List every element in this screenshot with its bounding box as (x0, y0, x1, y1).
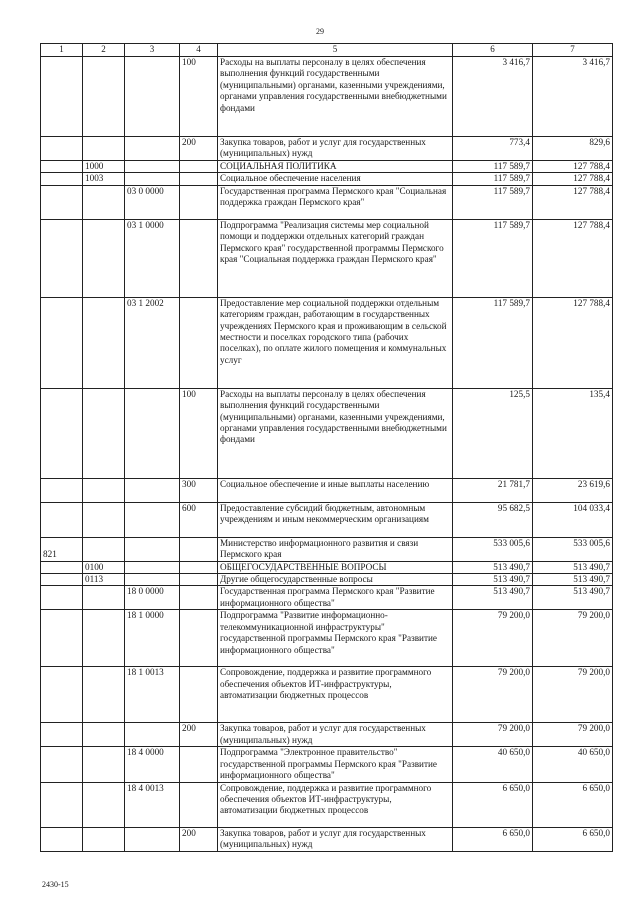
table-cell (125, 561, 180, 573)
table-cell: 100 (180, 388, 218, 478)
table-row (41, 185, 613, 219)
table-cell: 6 650,0 (533, 827, 613, 851)
table-row (41, 219, 613, 297)
table-cell (83, 502, 125, 537)
table-cell: 1000 (83, 161, 125, 173)
table-row (41, 502, 613, 537)
table-cell: 79 200,0 (533, 610, 613, 667)
table-cell: Социальное обеспечение и иные выплаты населению (218, 478, 453, 502)
table-cell: 513 490,7 (533, 561, 613, 573)
table-cell (125, 723, 180, 747)
table-cell: Расходы на выплаты персоналу в целях обеспечения выполнения функций государственными (муниципальными) органами, казенными учреждениями, органами управления государственными внебюджетными фондами (218, 57, 453, 137)
table-cell (180, 610, 218, 667)
table-cell: Государственная программа Пермского края "Социальная поддержка граждан Пермского края" (218, 185, 453, 219)
table-cell: 533 005,6 (453, 537, 533, 561)
table-cell (41, 723, 83, 747)
table-cell (180, 219, 218, 297)
header-cell: 4 (180, 44, 218, 57)
table-cell: 200 (180, 137, 218, 161)
table-cell (125, 502, 180, 537)
table-cell: 79 200,0 (453, 723, 533, 747)
table-cell: Государственная программа Пермского края "Развитие информационного общества" (218, 586, 453, 610)
table-cell: 513 490,7 (453, 561, 533, 573)
table-cell: 79 200,0 (453, 667, 533, 723)
table-cell: Подпрограмма "Реализация системы мер социальной помощи и поддержки отдельных категорий граждан Пермского края" государственной программы Пермского края "Социальная поддержка граждан Пермского края" (218, 219, 453, 297)
table-cell (180, 537, 218, 561)
table-cell: 6 650,0 (453, 827, 533, 851)
footer-code: 2430-15 (42, 880, 69, 889)
table-cell (125, 827, 180, 851)
table-cell: Подпрограмма "Развитие информационно-телекоммуникационной инфраструктуры" государственной программы Пермского края "Развитие информационного общества" (218, 610, 453, 667)
table-cell (41, 827, 83, 851)
table-cell: 21 781,7 (453, 478, 533, 502)
table-cell: 127 788,4 (533, 173, 613, 185)
header-cell: 1 (41, 44, 83, 57)
table-cell: 117 589,7 (453, 219, 533, 297)
table-cell: 3 416,7 (453, 57, 533, 137)
table-cell (41, 561, 83, 573)
table-cell (180, 747, 218, 782)
table-cell: 127 788,4 (533, 219, 613, 297)
header-cell: 2 (83, 44, 125, 57)
table-cell: 200 (180, 723, 218, 747)
table-cell: 03 1 0000 (125, 219, 180, 297)
table-cell: 821 (41, 537, 83, 561)
table-cell (41, 574, 83, 586)
table-cell (41, 297, 83, 388)
table-cell (180, 561, 218, 573)
table-cell: 18 4 0013 (125, 782, 180, 827)
table-cell (41, 502, 83, 537)
table-cell: 104 033,4 (533, 502, 613, 537)
table-cell (125, 57, 180, 137)
table-row (41, 574, 613, 586)
table-cell (125, 161, 180, 173)
table-cell (83, 219, 125, 297)
table-cell (83, 297, 125, 388)
table-cell (125, 537, 180, 561)
table-cell: Министерство информационного развития и связи Пермского края (218, 537, 453, 561)
table-cell: Подпрограмма "Электронное правительство" государственной программы Пермского края "Развитие информационного общества" (218, 747, 453, 782)
table-cell (41, 747, 83, 782)
table-cell: 40 650,0 (453, 747, 533, 782)
table-cell: 127 788,4 (533, 161, 613, 173)
table-cell (41, 478, 83, 502)
table-cell: 125,5 (453, 388, 533, 478)
table-cell: 117 589,7 (453, 185, 533, 219)
table-row (41, 586, 613, 610)
table-cell (125, 574, 180, 586)
table-row (41, 782, 613, 827)
table-cell: 0113 (83, 574, 125, 586)
table-cell: 513 490,7 (533, 574, 613, 586)
table-row (41, 667, 613, 723)
table-row (41, 137, 613, 161)
table-cell (41, 610, 83, 667)
table-cell (41, 137, 83, 161)
table-cell: 513 490,7 (453, 586, 533, 610)
table-cell (83, 610, 125, 667)
table-cell: 513 490,7 (533, 586, 613, 610)
table-row (41, 478, 613, 502)
table-cell (180, 185, 218, 219)
table-cell (41, 782, 83, 827)
table-row (41, 610, 613, 667)
table-cell: 3 416,7 (533, 57, 613, 137)
header-cell: 6 (453, 44, 533, 57)
table-row (41, 723, 613, 747)
table-cell: 127 788,4 (533, 297, 613, 388)
table-cell: СОЦИАЛЬНАЯ ПОЛИТИКА (218, 161, 453, 173)
table-cell: 135,4 (533, 388, 613, 478)
table-cell: 18 4 0000 (125, 747, 180, 782)
table-cell (180, 574, 218, 586)
table-cell: Сопровождение, поддержка и развитие программного обеспечения объектов ИТ-инфраструктуры, автоматизации бюджетных процессов (218, 667, 453, 723)
table-cell (83, 185, 125, 219)
table-row (41, 57, 613, 137)
table-cell: Закупка товаров, работ и услуг для государственных (муниципальных) нужд (218, 723, 453, 747)
table-cell: 95 682,5 (453, 502, 533, 537)
table-cell: 40 650,0 (533, 747, 613, 782)
table-cell: 300 (180, 478, 218, 502)
table-cell (125, 388, 180, 478)
table-cell: Социальное обеспечение населения (218, 173, 453, 185)
table-cell (83, 478, 125, 502)
table-cell (180, 161, 218, 173)
table-cell: 03 0 0000 (125, 185, 180, 219)
table-cell (125, 137, 180, 161)
table-cell: 18 0 0000 (125, 586, 180, 610)
table-cell: 533 005,6 (533, 537, 613, 561)
table-cell: 127 788,4 (533, 185, 613, 219)
table-cell (83, 747, 125, 782)
table-cell: 18 1 0000 (125, 610, 180, 667)
table-cell: 0100 (83, 561, 125, 573)
table-cell (180, 173, 218, 185)
table-row (41, 388, 613, 478)
table-cell (180, 586, 218, 610)
table-cell: 200 (180, 827, 218, 851)
table-row (41, 297, 613, 388)
table-cell (41, 57, 83, 137)
table-cell: Предоставление субсидий бюджетным, автономным учреждениям и иным некоммерческим организациям (218, 502, 453, 537)
table-cell: 79 200,0 (533, 723, 613, 747)
header-row (41, 44, 613, 57)
table-cell: 117 589,7 (453, 173, 533, 185)
table-cell (83, 723, 125, 747)
table-cell (41, 173, 83, 185)
table-row (41, 173, 613, 185)
table-cell: 6 650,0 (533, 782, 613, 827)
table-row (41, 561, 613, 573)
table-cell: 18 1 0013 (125, 667, 180, 723)
table-cell: 1003 (83, 173, 125, 185)
header-cell: 7 (533, 44, 613, 57)
table-cell (83, 537, 125, 561)
table-cell: 829,6 (533, 137, 613, 161)
table-cell (83, 782, 125, 827)
table-cell (41, 586, 83, 610)
header-cell: 3 (125, 44, 180, 57)
table-cell: 117 589,7 (453, 161, 533, 173)
header-cell: 5 (218, 44, 453, 57)
table-cell (41, 161, 83, 173)
table-cell: Закупка товаров, работ и услуг для государственных (муниципальных) нужд (218, 137, 453, 161)
budget-table (40, 43, 613, 852)
table-cell: Сопровождение, поддержка и развитие программного обеспечения объектов ИТ-инфраструктуры, автоматизации бюджетных процессов (218, 782, 453, 827)
table-cell: Другие общегосударственные вопросы (218, 574, 453, 586)
table-row (41, 537, 613, 561)
table-cell: 600 (180, 502, 218, 537)
table-cell (125, 478, 180, 502)
table-cell (180, 297, 218, 388)
table-cell: Предоставление мер социальной поддержки отдельным категориям граждан, работающим в государственных учреждениях Пермского края и проживающим в сельской местности и поселках городского типа (рабочих поселках), по оплате жилого помещения и коммунальных услуг (218, 297, 453, 388)
table-cell (83, 57, 125, 137)
table-cell: 117 589,7 (453, 297, 533, 388)
page-number: 29 (316, 27, 324, 36)
table-cell (41, 219, 83, 297)
table-cell: 513 490,7 (453, 574, 533, 586)
table-cell: 03 1 2002 (125, 297, 180, 388)
table-cell (83, 586, 125, 610)
table-cell: Закупка товаров, работ и услуг для государственных (муниципальных) нужд (218, 827, 453, 851)
table-row (41, 747, 613, 782)
table-cell (83, 827, 125, 851)
table-cell: Расходы на выплаты персоналу в целях обеспечения выполнения функций государственными (муниципальными) органами, казенными учреждениями, органами управления государственными внебюджетными фондами (218, 388, 453, 478)
table-cell (83, 667, 125, 723)
table-cell: 79 200,0 (533, 667, 613, 723)
table-cell: 6 650,0 (453, 782, 533, 827)
table-cell (83, 388, 125, 478)
table-cell (180, 782, 218, 827)
table-row (41, 827, 613, 851)
table-row (41, 161, 613, 173)
table-cell: ОБЩЕГОСУДАРСТВЕННЫЕ ВОПРОСЫ (218, 561, 453, 573)
table-cell (83, 137, 125, 161)
table-cell (41, 388, 83, 478)
table-cell: 100 (180, 57, 218, 137)
table-cell (41, 667, 83, 723)
table-cell: 773,4 (453, 137, 533, 161)
table-cell: 23 619,6 (533, 478, 613, 502)
table-cell (41, 185, 83, 219)
table-cell: 79 200,0 (453, 610, 533, 667)
table-cell (180, 667, 218, 723)
table-cell (125, 173, 180, 185)
